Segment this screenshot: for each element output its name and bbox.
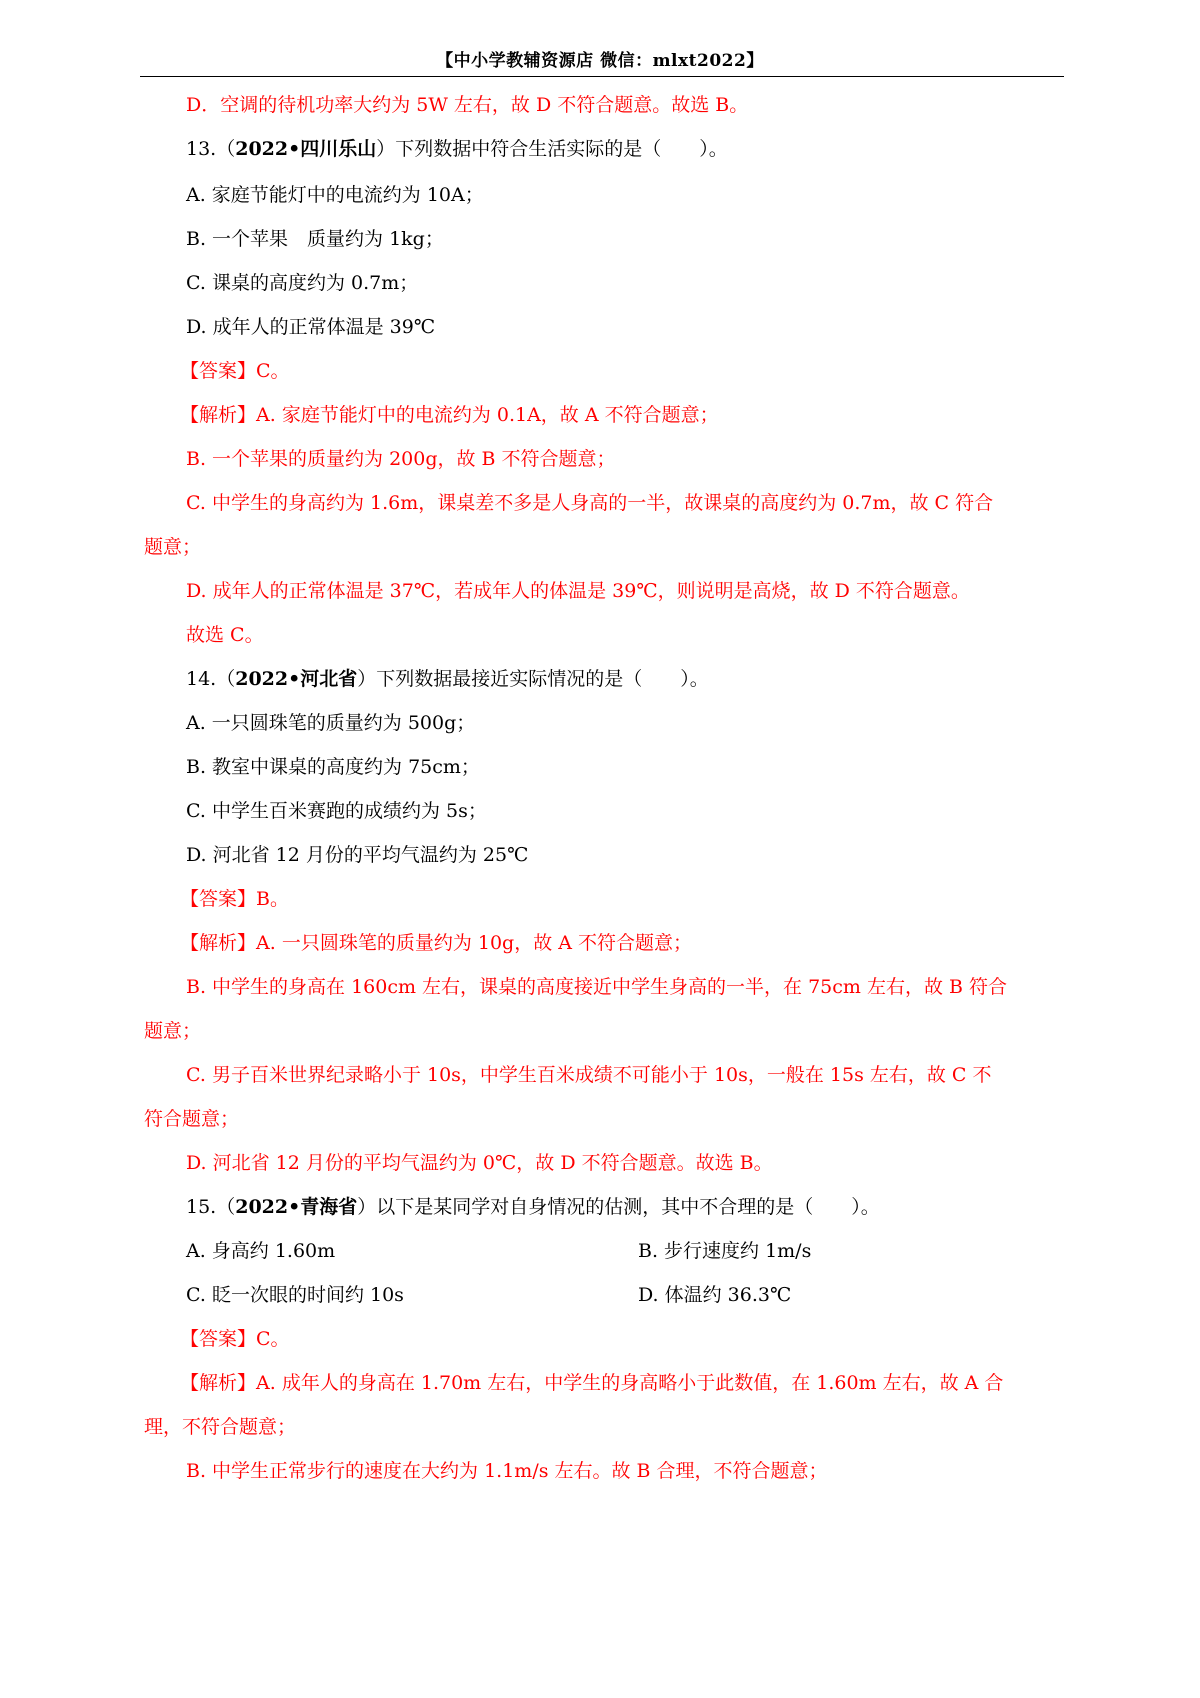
question-source: 2022•四川乐山 <box>235 138 377 160</box>
answer-line: D．空调的待机功率大约为 5W 左右，故 D 不符合题意。故选 B。 <box>186 94 749 116</box>
answer-line <box>180 1326 290 1352</box>
explanation-line: 故选 C。 <box>186 624 264 646</box>
question-text: ）下列数据中符合生活实际的是（ ）。 <box>376 138 728 160</box>
explanation-line: B. 中学生正常步行的速度在大约为 1.1m/s 左右。故 B 合理，不符合题意； <box>186 1460 828 1482</box>
question-15 <box>186 1194 880 1220</box>
question-number: 15.（ <box>186 1196 236 1218</box>
explanation-text: A. 成年人的身高在 1.70m 左右，中学生的身高略小于此数值，在 1.60m 左右，故 A 合 <box>256 1372 1004 1394</box>
explanation-line: 理，不符合题意； <box>144 1416 297 1438</box>
explanation-line: C. 中学生的身高约为 1.6m，课桌差不多是人身高的一半，故课桌的高度约为 0.7m，故 C 符合 <box>186 492 994 514</box>
answer-tag: 【答案】 <box>180 1328 257 1350</box>
option-d: D. 体温约 36.3℃ <box>638 1284 792 1306</box>
question-13 <box>186 136 728 162</box>
answer-tag: 【答案】 <box>180 360 257 382</box>
question-number: 14.（ <box>186 668 236 690</box>
question-number: 13.（ <box>186 138 236 160</box>
option-c: C. 中学生百米赛跑的成绩约为 5s； <box>186 800 487 822</box>
option-d: D. 成年人的正常体温是 39℃ <box>186 316 436 338</box>
explanation-tag: 【解析】 <box>180 404 257 426</box>
question-14 <box>186 666 709 692</box>
answer-line <box>180 886 289 912</box>
option-a: A. 身高约 1.60m <box>186 1240 336 1262</box>
explanation-tag: 【解析】 <box>180 1372 257 1394</box>
option-c: C. 课桌的高度约为 0.7m； <box>186 272 419 294</box>
explanation-line: 符合题意； <box>144 1108 240 1130</box>
option-a: A. 家庭节能灯中的电流约为 10A； <box>186 184 484 206</box>
explanation-text: A. 一只圆珠笔的质量约为 10g，故 A 不符合题意； <box>256 932 692 954</box>
explanation-line <box>180 1370 1003 1396</box>
page-header: 【中小学教辅资源店 微信：mlxt2022】 <box>436 51 764 71</box>
explanation-line: B. 一个苹果的质量约为 200g，故 B 不符合题意； <box>186 448 616 470</box>
option-b: B. 步行速度约 1m/s <box>638 1240 812 1262</box>
explanation-line: D. 河北省 12 月份的平均气温约为 0℃，故 D 不符合题意。故选 B。 <box>186 1152 773 1174</box>
explanation-line <box>180 402 719 428</box>
option-c: C. 眨一次眼的时间约 10s <box>186 1284 404 1306</box>
answer-value: C。 <box>256 360 290 382</box>
explanation-line: 题意； <box>144 536 202 558</box>
header-rule <box>140 76 1064 77</box>
question-source: 2022•青海省 <box>235 1196 358 1218</box>
option-b: B. 教室中课桌的高度约为 75cm； <box>186 756 480 778</box>
explanation-line: B. 中学生的身高在 160cm 左右，课桌的高度接近中学生身高的一半，在 75cm 左右，故 B 符合 <box>186 976 1008 998</box>
explanation-line: C. 男子百米世界纪录略小于 10s，中学生百米成绩不可能小于 10s，一般在 15s 左右，故 C 不 <box>186 1064 992 1086</box>
explanation-line <box>180 930 692 956</box>
question-text: ）下列数据最接近实际情况的是（ ）。 <box>357 668 709 690</box>
option-d: D. 河北省 12 月份的平均气温约为 25℃ <box>186 844 529 866</box>
question-source: 2022•河北省 <box>235 668 358 690</box>
option-a: A. 一只圆珠笔的质量约为 500g； <box>186 712 476 734</box>
explanation-line: D. 成年人的正常体温是 37℃，若成年人的体温是 39℃，则说明是高烧，故 D 不符合题意。 <box>186 580 970 602</box>
explanation-line: 题意； <box>144 1020 202 1042</box>
question-text: ）以下是某同学对自身情况的估测，其中不合理的是（ ）。 <box>357 1196 880 1218</box>
explanation-tag: 【解析】 <box>180 932 257 954</box>
answer-value: C。 <box>256 1328 290 1350</box>
option-b: B. 一个苹果 质量约为 1kg； <box>186 228 444 250</box>
answer-value: B。 <box>256 888 289 910</box>
explanation-text: A. 家庭节能灯中的电流约为 0.1A，故 A 不符合题意； <box>256 404 719 426</box>
answer-line <box>180 358 290 384</box>
answer-tag: 【答案】 <box>180 888 257 910</box>
